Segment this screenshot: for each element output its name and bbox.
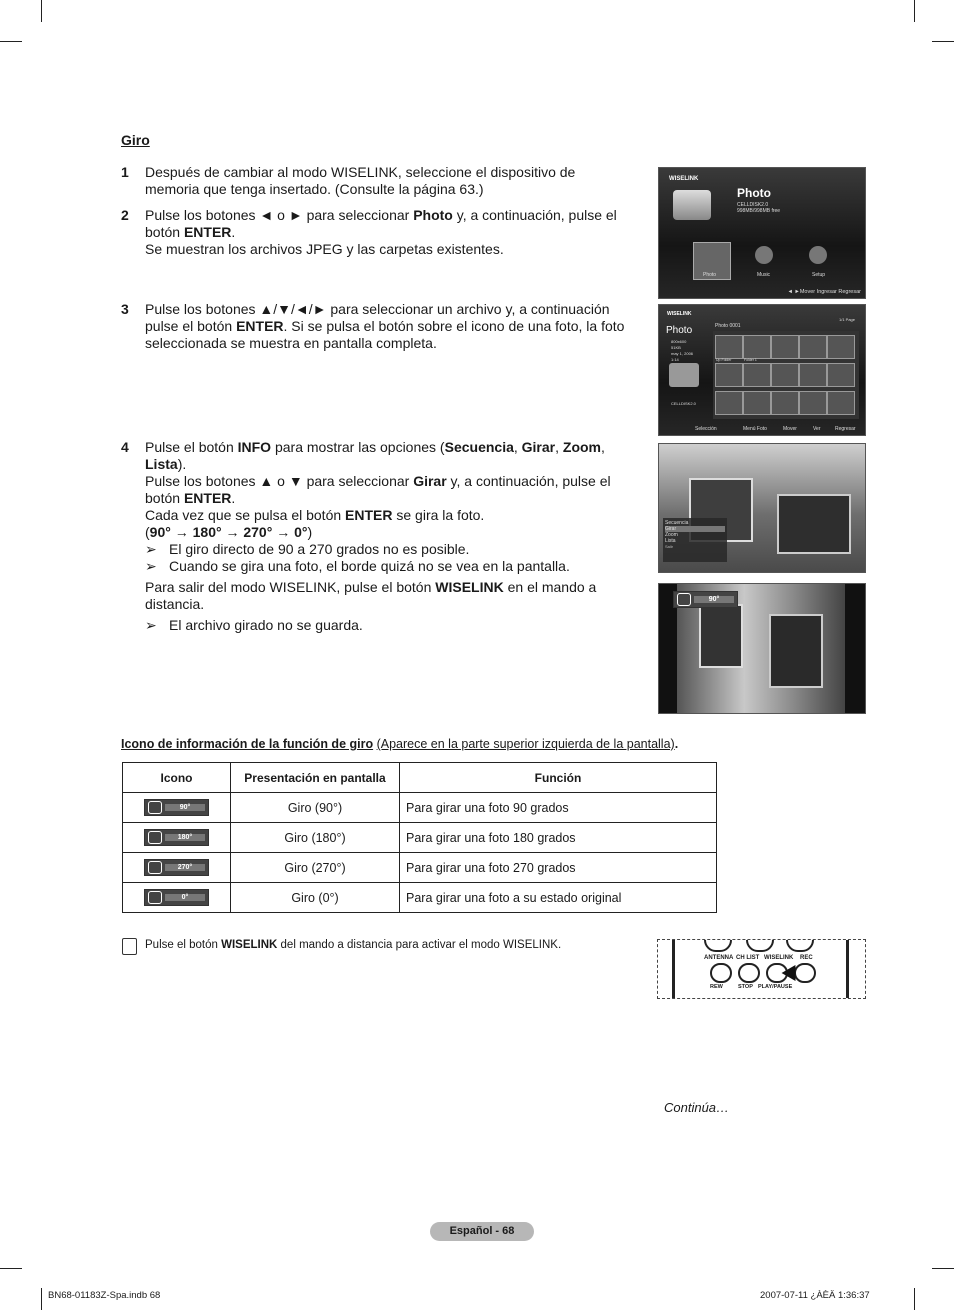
crop-mark — [932, 1268, 954, 1269]
house-photo — [699, 604, 743, 668]
crop-mark — [0, 1268, 22, 1269]
rotate-icon — [148, 861, 162, 874]
camera-icon — [669, 363, 699, 387]
menu-item-lista[interactable]: Lista — [665, 538, 676, 544]
page-number: Español - 68 — [430, 1222, 534, 1241]
rotate-info-icon: 270° — [144, 859, 209, 876]
photo-thumbnail[interactable] — [827, 335, 855, 359]
table-row: 270° Giro (270°) Para girar una foto 270 grados — [123, 853, 717, 883]
section-title: Giro — [121, 132, 150, 148]
continua-label: Continúa… — [664, 1100, 730, 1115]
menu-item-secuencia[interactable]: Secuencia — [665, 520, 689, 526]
step-text: Pulse los botones ▲/▼/◄/► para seleccionar un archivo y, a continuación pulse el botón ENTER. Si se pulsa el botón sobre el icono de una foto, la foto seleccionada se muestra en pantalla completa. — [145, 301, 625, 351]
crop-mark — [932, 41, 954, 42]
thumbnail-grid: Up Folder Folder 1 — [713, 331, 859, 419]
exit-label[interactable]: Salir — [665, 544, 674, 549]
music-icon[interactable] — [755, 246, 773, 264]
photo-thumbnail[interactable] — [827, 363, 855, 387]
footer-timestamp: 2007-07-11 ¿ÀÈÄ 1:36:37 — [760, 1290, 870, 1301]
rotation-icon-table — [122, 762, 717, 913]
footer-file: BN68-01183Z-Spa.indb 68 — [48, 1290, 161, 1301]
screenshot-wiselink-main: WISELINK Photo CELLDISK2.0 998MB/998MB free Photo Music Setup ◄ ►Mover Ingresar Regresar — [658, 167, 866, 299]
menu-item-zoom[interactable]: Zoom — [665, 532, 678, 538]
step-2 — [121, 207, 631, 258]
crop-mark — [0, 41, 22, 42]
screenshot-photo-browser: WISELINK Photo 800x600 51KB may 1, 2006 1:14 CELLDISK2.0 Photo 0001 1/1 Page Up Folder Folder 1 Selección Menú Foto Mover Ver Regresar — [658, 304, 866, 436]
screen-title: Photo — [666, 325, 693, 336]
step-text: Pulse los botones ◄ o ► para seleccionar Photo y, a continuación, pulse el botón ENTER. Se muestran los archivos JPEG y las carpetas existentes. — [145, 207, 617, 257]
folder-icon[interactable] — [743, 335, 771, 359]
remote-label: PLAY/PAUSE — [758, 984, 793, 990]
remote-label: REW — [710, 984, 723, 990]
rotate-icon — [148, 831, 162, 844]
screen-title: Photo — [737, 186, 771, 200]
remote-label: REC — [800, 955, 813, 961]
note: ➢ El giro directo de 90 a 270 grados no es posible. — [145, 541, 470, 557]
antenna-button[interactable] — [710, 963, 732, 983]
photo-thumbnail[interactable] — [799, 363, 827, 387]
wiselink-logo: WISELINK — [669, 176, 699, 182]
column-header: Presentación en pantalla — [231, 763, 400, 793]
note: ➢ Cuando se gira una foto, el borde quizá no se vea en la pantalla. — [145, 558, 570, 574]
photo-thumbnail[interactable] — [771, 335, 799, 359]
photo-thumbnail[interactable] — [743, 363, 771, 387]
table-header-row — [123, 763, 717, 793]
rotate-icon — [148, 801, 162, 814]
crop-mark — [914, 1288, 915, 1310]
rotate-icon — [677, 593, 691, 606]
step-number: 4 — [121, 439, 129, 455]
setup-icon[interactable] — [809, 246, 827, 264]
screenshot-rotated-photo — [658, 583, 866, 714]
table-row: 0° Giro (0°) Para girar una foto a su estado original — [123, 883, 717, 913]
crop-mark — [41, 1288, 42, 1310]
house-photo — [777, 494, 851, 554]
step-1 — [121, 164, 631, 198]
arrow-icon: ➢ — [145, 617, 157, 633]
remote-label: STOP — [738, 984, 753, 990]
step-3 — [121, 301, 631, 352]
remote-label: CH LIST — [736, 955, 760, 961]
step-number: 1 — [121, 164, 129, 180]
menu-item-girar[interactable]: Girar — [665, 526, 725, 532]
photo-thumbnail[interactable] — [771, 363, 799, 387]
column-header: Función — [400, 763, 717, 793]
step-text: Después de cambiar al modo WISELINK, seleccione el dispositivo de memoria que tenga insertado. (Consulte la página 63.) — [145, 164, 576, 197]
arrow-icon: ➢ — [145, 541, 157, 557]
table-row: 90° Giro (90°) Para girar una foto 90 grados — [123, 793, 717, 823]
rotate-info-icon: 90° — [144, 799, 209, 816]
remote-illustration — [657, 939, 866, 999]
photo-thumbnail[interactable] — [799, 335, 827, 359]
photo-thumbnail[interactable] — [827, 391, 855, 415]
crop-mark — [41, 0, 42, 22]
arrow-icon: ➢ — [145, 558, 157, 574]
photo-thumbnail[interactable] — [771, 391, 799, 415]
step-4 — [121, 439, 631, 634]
photo-thumbnail[interactable] — [799, 391, 827, 415]
hand-note-icon — [122, 938, 137, 955]
camera-icon — [673, 190, 711, 220]
rotate-info-icon: 180° — [144, 829, 209, 846]
photo-thumbnail[interactable] — [715, 363, 743, 387]
rotate-icon — [148, 891, 162, 904]
screenshot-photo-info-menu — [658, 443, 866, 573]
photo-thumbnail[interactable] — [715, 391, 743, 415]
rotate-info-icon: 90° — [673, 591, 738, 608]
folder-icon[interactable] — [715, 335, 743, 359]
table-row: 180° Giro (180°) Para girar una foto 180 grados — [123, 823, 717, 853]
crop-mark — [914, 0, 915, 22]
step-number: 2 — [121, 207, 129, 223]
photo-thumbnail[interactable] — [743, 391, 771, 415]
remote-label: ANTENNA — [704, 955, 734, 961]
info-section-heading: Icono de información de la función de giro (Aparece en la parte superior izquierda de la pantalla). — [121, 737, 679, 751]
screen-footer: ◄ ►Mover Ingresar Regresar — [787, 289, 861, 295]
step-number: 3 — [121, 301, 129, 317]
chlist-button[interactable] — [738, 963, 760, 983]
remote-label: WISELINK — [764, 955, 794, 961]
info-menu — [663, 518, 727, 562]
step-text: Pulse el botón INFO para mostrar las opciones (Secuencia, Girar, Zoom, Lista). Pulse los botones ▲ o ▼ para seleccionar Girar y, a continuación, pulse el botón ENTER. Cada vez que se pulsa el botón ENTER se gira la foto. (90° → 180° → 270° → 0°) ➢ El giro directo de 90 a 270 grados no es posible. ➢ Cuando se gira una foto, el borde quizá no se vea en la pantalla. Para salir del modo WISELINK, pulse el botón WISELINK en el mando a distancia. ➢ El archivo girado no se guarda. — [145, 439, 631, 634]
house-photo — [769, 614, 823, 688]
column-header: Icono — [123, 763, 231, 793]
tip-text: Pulse el botón WISELINK del mando a distancia para activar el modo WISELINK. — [145, 939, 562, 951]
note: ➢ El archivo girado no se guarda. — [145, 617, 363, 633]
rotate-info-icon: 0° — [144, 889, 209, 906]
